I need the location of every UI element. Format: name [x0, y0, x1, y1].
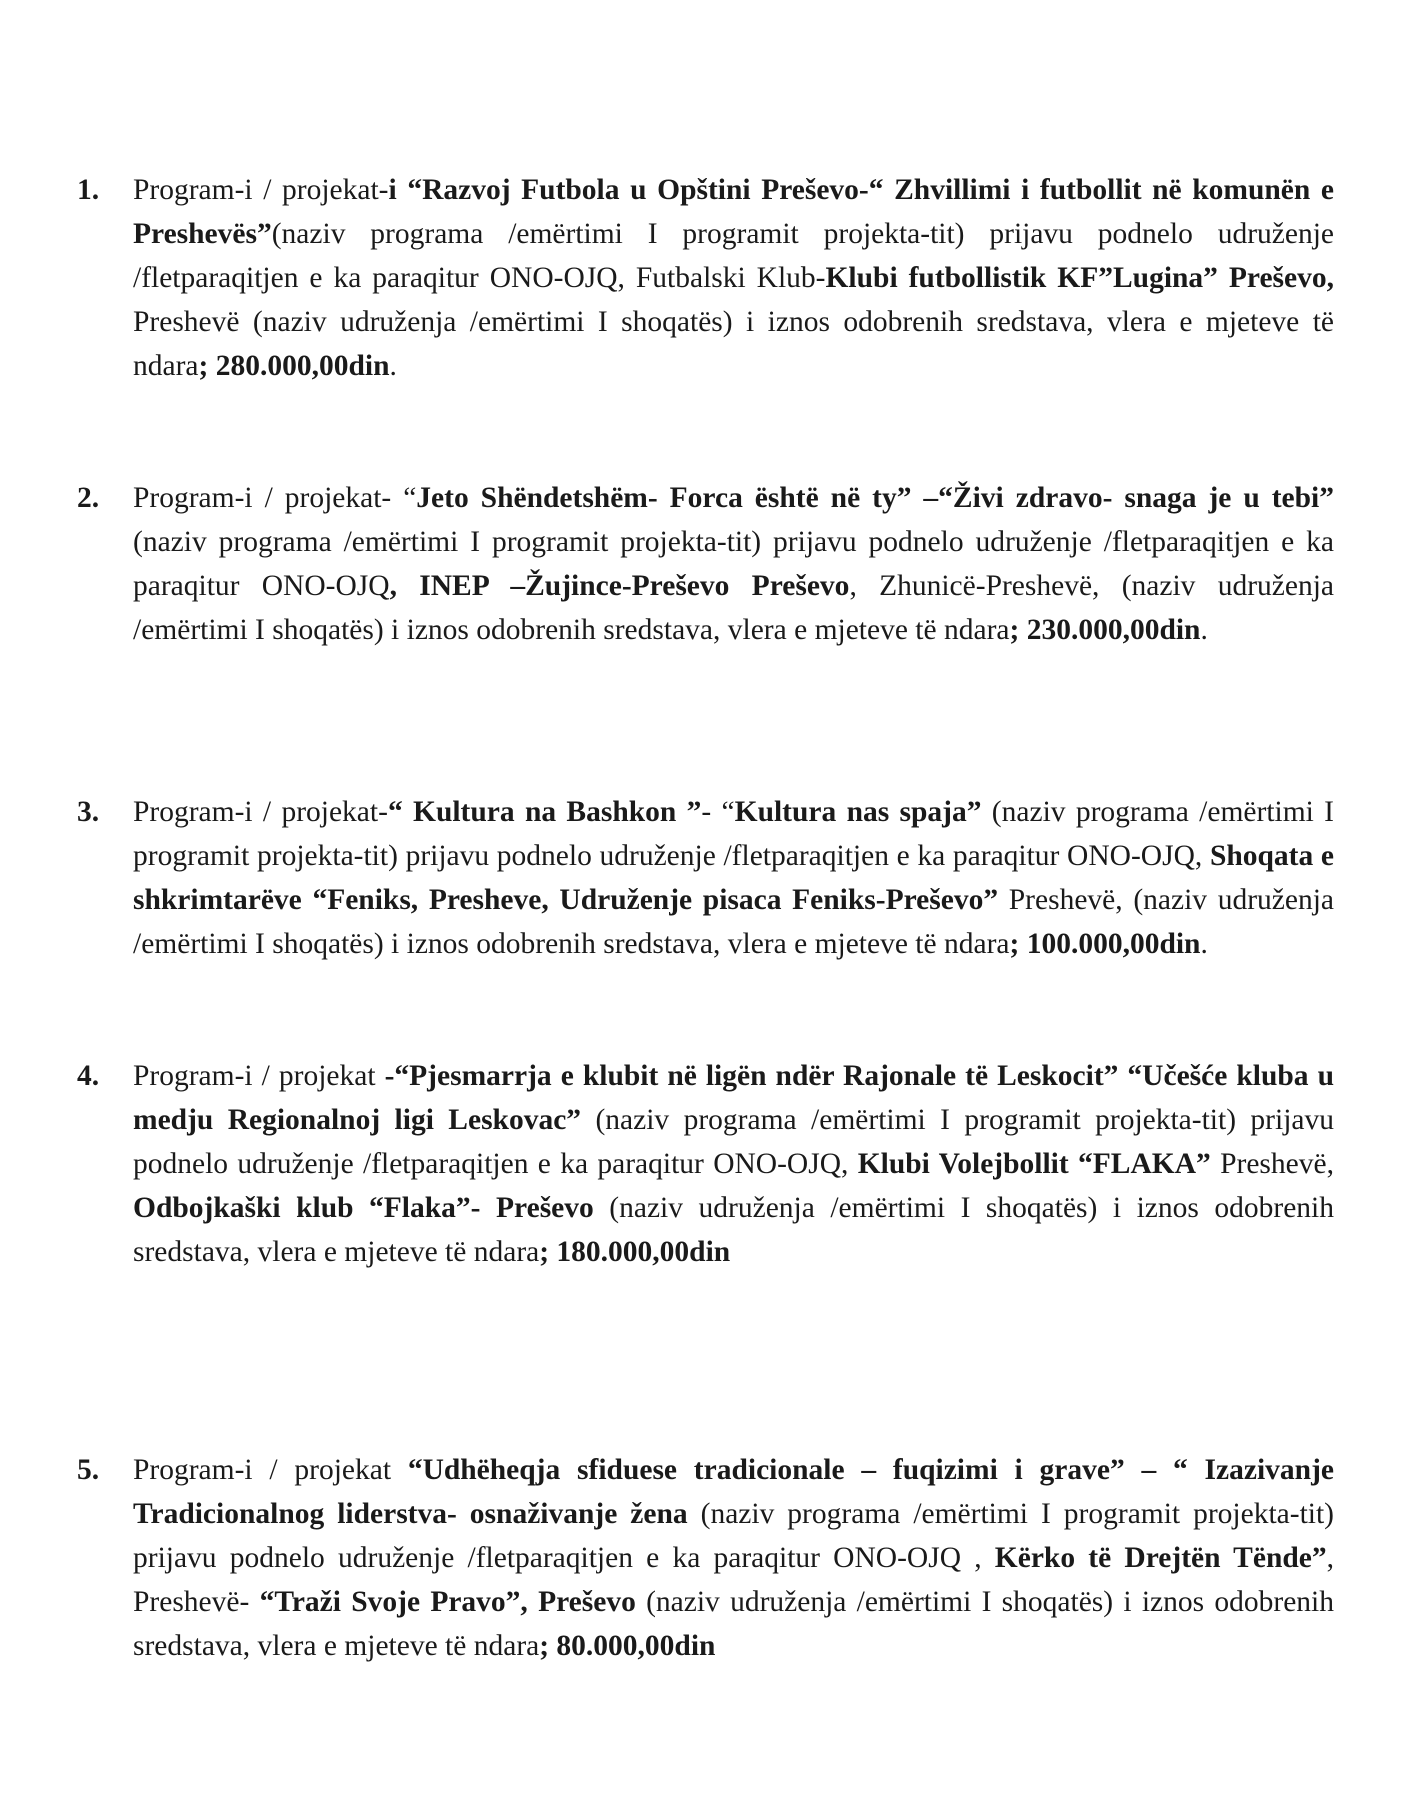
text-segment: (naziv programa /emërtimi I programit projekta-tit) prijavu podnelo udruženje /fletparaqitjen e ka paraqitur ONO-OJQ, — [133, 1104, 1334, 1180]
text-segment: (naziv programa /emërtimi I programit projekta-tit) prijavu podnelo udruženje /fletparaqitjen e ka paraqitur ONO-OJQ, — [133, 796, 1335, 872]
program-title-alt: Kultura nas spaja” — [734, 796, 982, 828]
text-segment: - “ — [701, 796, 735, 828]
organization-name-alt: Odbojkaški klub “Flaka”- Preševo — [133, 1192, 594, 1224]
text-segment: Preshevë (naziv udruženja /emërtimi I shoqatës) i iznos odobrenih sredstava, vlera e mjeteve të ndara — [133, 306, 1334, 382]
amount: ; 180.000,00din — [539, 1236, 731, 1268]
list-item-4 — [77, 1054, 1334, 1274]
item-number: 4. — [77, 1060, 100, 1092]
text-segment: Program-i / projekat- “ — [133, 482, 417, 514]
program-title: i “Razvoj Futbola u Opštini Preševo-“ Zhvillimi i futbollit në komunën e Preshevës” — [133, 174, 1334, 250]
amount: ; 280.000,00din — [198, 350, 390, 382]
list-item-5 — [77, 1448, 1334, 1668]
program-title: -“Pjesmarrja e klubit në ligën ndër Rajonale të Leskocit” “Učešće kluba u medju Regionalnoj ligi Leskovac” — [133, 1060, 1334, 1136]
list-item-2 — [77, 476, 1334, 652]
text-segment: (naziv udruženja /emërtimi I shoqatës) i iznos odobrenih sredstava, vlera e mjeteve të ndara — [133, 1586, 1334, 1662]
text-segment: (naziv programa /emërtimi I programit projekta-tit) prijavu podnelo udruženje /fletparaqitjen e ka paraqitur ONO-OJQ, Futbalski Klub- — [133, 218, 1334, 294]
list-item-1 — [77, 168, 1334, 388]
text-segment: (naziv programa /emërtimi I programit projekta-tit) prijavu podnelo udruženje /fletparaqitjen e ka paraqitur ONO-OJQ — [133, 526, 1334, 602]
text-segment: (naziv udruženja /emërtimi I shoqatës) i iznos odobrenih sredstava, vlera e mjeteve të ndara — [133, 1192, 1334, 1268]
item-text — [133, 790, 1334, 966]
item-number: 3. — [77, 796, 100, 828]
text-segment: . — [1200, 614, 1208, 646]
text-segment: Program-i / projekat — [133, 1454, 408, 1486]
amount: ; 230.000,00din — [1009, 614, 1201, 646]
text-segment: (naziv programa /emërtimi I programit projekta-tit) prijavu podnelo udruženje /fletparaqitjen e ka paraqitur ONO-OJQ , — [133, 1498, 1334, 1574]
text-segment: Program-i / projekat — [133, 1060, 385, 1092]
program-title: “Udhëheqja sfiduese tradicionale – fuqizimi i grave” – “ Izazivanje Tradicionalnog liderstva- osnaživanje žena — [133, 1454, 1334, 1530]
organization-name-alt: “Traži Svoje Pravo”, Preševo — [259, 1586, 636, 1618]
amount: ; 80.000,00din — [539, 1630, 716, 1662]
item-text — [133, 1054, 1334, 1274]
organization-name: , INEP –Žujince-Preševo Preševo — [389, 570, 850, 602]
list-item-3 — [77, 790, 1334, 966]
text-segment: Program-i / projekat- — [133, 174, 389, 206]
text-segment: , Preshevë- — [133, 1542, 1334, 1618]
amount: ; 100.000,00din — [1009, 928, 1201, 960]
text-segment: Preshevë, (naziv udruženja /emërtimi I shoqatës) i iznos odobrenih sredstava, vlera e mjeteve të ndara — [133, 884, 1335, 960]
text-segment: , Zhunicë-Preshevë, (naziv udruženja /emërtimi I shoqatës) i iznos odobrenih sredstava, vlera e mjeteve të ndara — [133, 570, 1334, 646]
text-segment: Preshevë, — [1210, 1148, 1334, 1180]
organization-name: Klubi Volejbollit “FLAKA” — [857, 1148, 1211, 1180]
program-title: Jeto Shëndetshëm- Forca është në ty” –“Živi zdravo- snaga je u tebi” — [416, 482, 1334, 514]
item-number: 2. — [77, 482, 100, 514]
item-text — [133, 1448, 1334, 1668]
text-segment: . — [1200, 928, 1208, 960]
item-number: 1. — [77, 174, 100, 206]
item-number: 5. — [77, 1454, 100, 1486]
text-segment: . — [389, 350, 397, 382]
organization-name: Klubi futbollistik KF”Lugina” Preševo, — [825, 262, 1334, 294]
organization-name: Shoqata e shkrimtarëve “Feniks, Presheve, Udruženje pisaca Feniks-Preševo” — [133, 840, 1334, 916]
item-text — [133, 476, 1334, 652]
program-title: “ Kultura na Bashkon ” — [387, 796, 702, 828]
item-text — [133, 168, 1334, 388]
organization-name: Kërko të Drejtën Tënde” — [994, 1542, 1327, 1574]
text-segment: Program-i / projekat- — [133, 796, 388, 828]
